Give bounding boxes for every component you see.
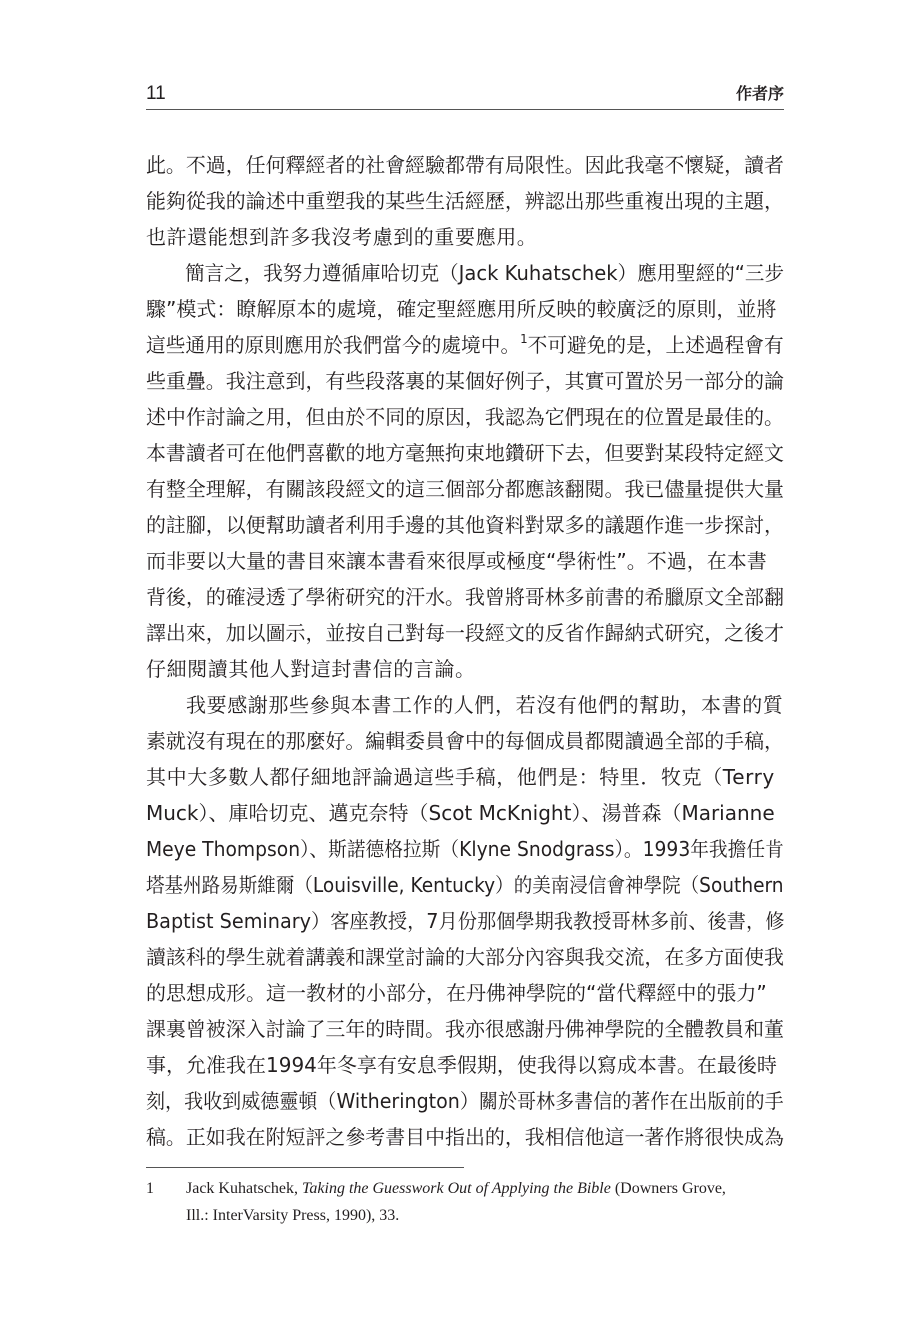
text-line: 課裏曾被深入討論了三年的時間。我亦很感謝丹佛神學院的全體教員和董 — [146, 1017, 784, 1041]
text-line: 能夠從我的論述中重塑我的某些生活經歷，辨認出那些重複出現的主題， — [146, 189, 784, 213]
text-line: 此。不過，任何釋經者的社會經驗都帶有局限性。因此我毫不懷疑，讀者 — [146, 153, 784, 177]
text-line: 述中作討論之用，但由於不同的原因，我認為它們現在的位置是最佳的。 — [146, 405, 784, 429]
text-line: 而非要以大量的書目來讓本書看來很厚或極度“學術性”。不過，在本書 — [146, 549, 767, 573]
text-line: 素就沒有現在的那麼好。編輯委員會中的每個成員都閱讀過全部的手稿， — [146, 729, 784, 753]
text-line: 背後，的確浸透了學術研究的汗水。我曾將哥林多前書的希臘原文全部翻 — [146, 585, 784, 609]
text-line: 驟”模式：瞭解原本的處境，確定聖經應用所反映的較廣泛的原則，並將 — [146, 297, 777, 321]
text-line: Baptist Seminary）客座教授，7月份那個學期我教授哥林多前、後書，修 — [146, 909, 785, 933]
text-line: 刻，我收到威德靈頓（Witherington）關於哥林多書信的著作在出版前的手 — [146, 1089, 784, 1113]
text-line: 的思想成形。這一教材的小部分，在丹佛神學院的“當代釋經中的張力” — [146, 981, 767, 1005]
footnote-line — [186, 1176, 726, 1202]
footnote-book-title: Taking the Guesswork Out of Applying the Bible — [301, 1180, 611, 1197]
body-text — [146, 147, 784, 1155]
page-number: 11 — [146, 83, 166, 104]
text-line: 的註腳，以便幫助讀者利用手邊的其他資料對眾多的議題作進一步探討， — [146, 513, 784, 537]
text-line: 有整全理解，有關該段經文的這三個部分都應該翻閱。我已儘量提供大量 — [146, 477, 784, 501]
text-line: 塔基州路易斯維爾（Louisville, Kentucky）的美南浸信會神學院（Southern — [146, 873, 784, 897]
text-line: 讀該科的學生就着講義和課堂討論的大部分內容與我交流，在多方面使我 — [146, 945, 784, 969]
text-segment: 這些通用的原則應用於我們當今的處境中。 — [146, 333, 521, 357]
text-line: 也許還能想到許多我沒考慮到的重要應用。 — [146, 225, 538, 249]
text-line: Muck）、庫哈切克、邁克奈特（Scot McKnight）、湯普森（Marianne — [146, 801, 775, 825]
footnote-number: 1 — [146, 1180, 154, 1197]
text-line: 其中大多數人都仔細地評論過這些手稿，他們是：特里．牧克（Terry — [146, 765, 775, 789]
text-line: 本書讀者可在他們喜歡的地方毫無拘束地鑽研下去，但要對某段特定經文 — [146, 441, 784, 465]
text-line-with-footnote — [146, 327, 784, 363]
text-line: 仔細閱讀其他人對這封書信的言論。 — [146, 657, 476, 681]
footnote-rule — [146, 1167, 464, 1168]
text-line: 些重疊。我注意到，有些段落裏的某個好例子，其實可置於另一部分的論 — [146, 369, 784, 393]
paragraph-start-line: 我要感謝那些參與本書工作的人們，若沒有他們的幫助，本書的質 — [186, 693, 784, 717]
footnote-reference[interactable]: 1 — [520, 332, 528, 346]
text-segment: 不可避免的是，上述過程會有 — [527, 333, 784, 357]
text-line: 稿。正如我在附短評之參考書目中指出的，我相信他這一著作將很快成為 — [146, 1125, 784, 1149]
header-rule — [146, 109, 784, 110]
page-header — [146, 82, 784, 106]
text-line: Meye Thompson）、斯諾德格拉斯（Klyne Snodgrass）。1993年我擔任肯 — [146, 837, 784, 861]
text-line: 譯出來，加以圖示，並按自己對每一段經文的反省作歸納式研究，之後才 — [146, 621, 784, 645]
text-line: 事，允准我在1994年冬享有安息季假期，使我得以寫成本書。在最後時 — [146, 1053, 777, 1077]
footnote-publisher: (Downers Grove, — [610, 1180, 726, 1197]
footnote-line: Ill.: InterVarsity Press, 1990), 33. — [186, 1207, 400, 1224]
footnote-author: Jack Kuhatschek, — [186, 1180, 302, 1197]
paragraph-start-line: 簡言之，我努力遵循庫哈切克（Jack Kuhatschek）應用聖經的“三步 — [185, 261, 784, 285]
running-head: 作者序 — [735, 84, 784, 103]
